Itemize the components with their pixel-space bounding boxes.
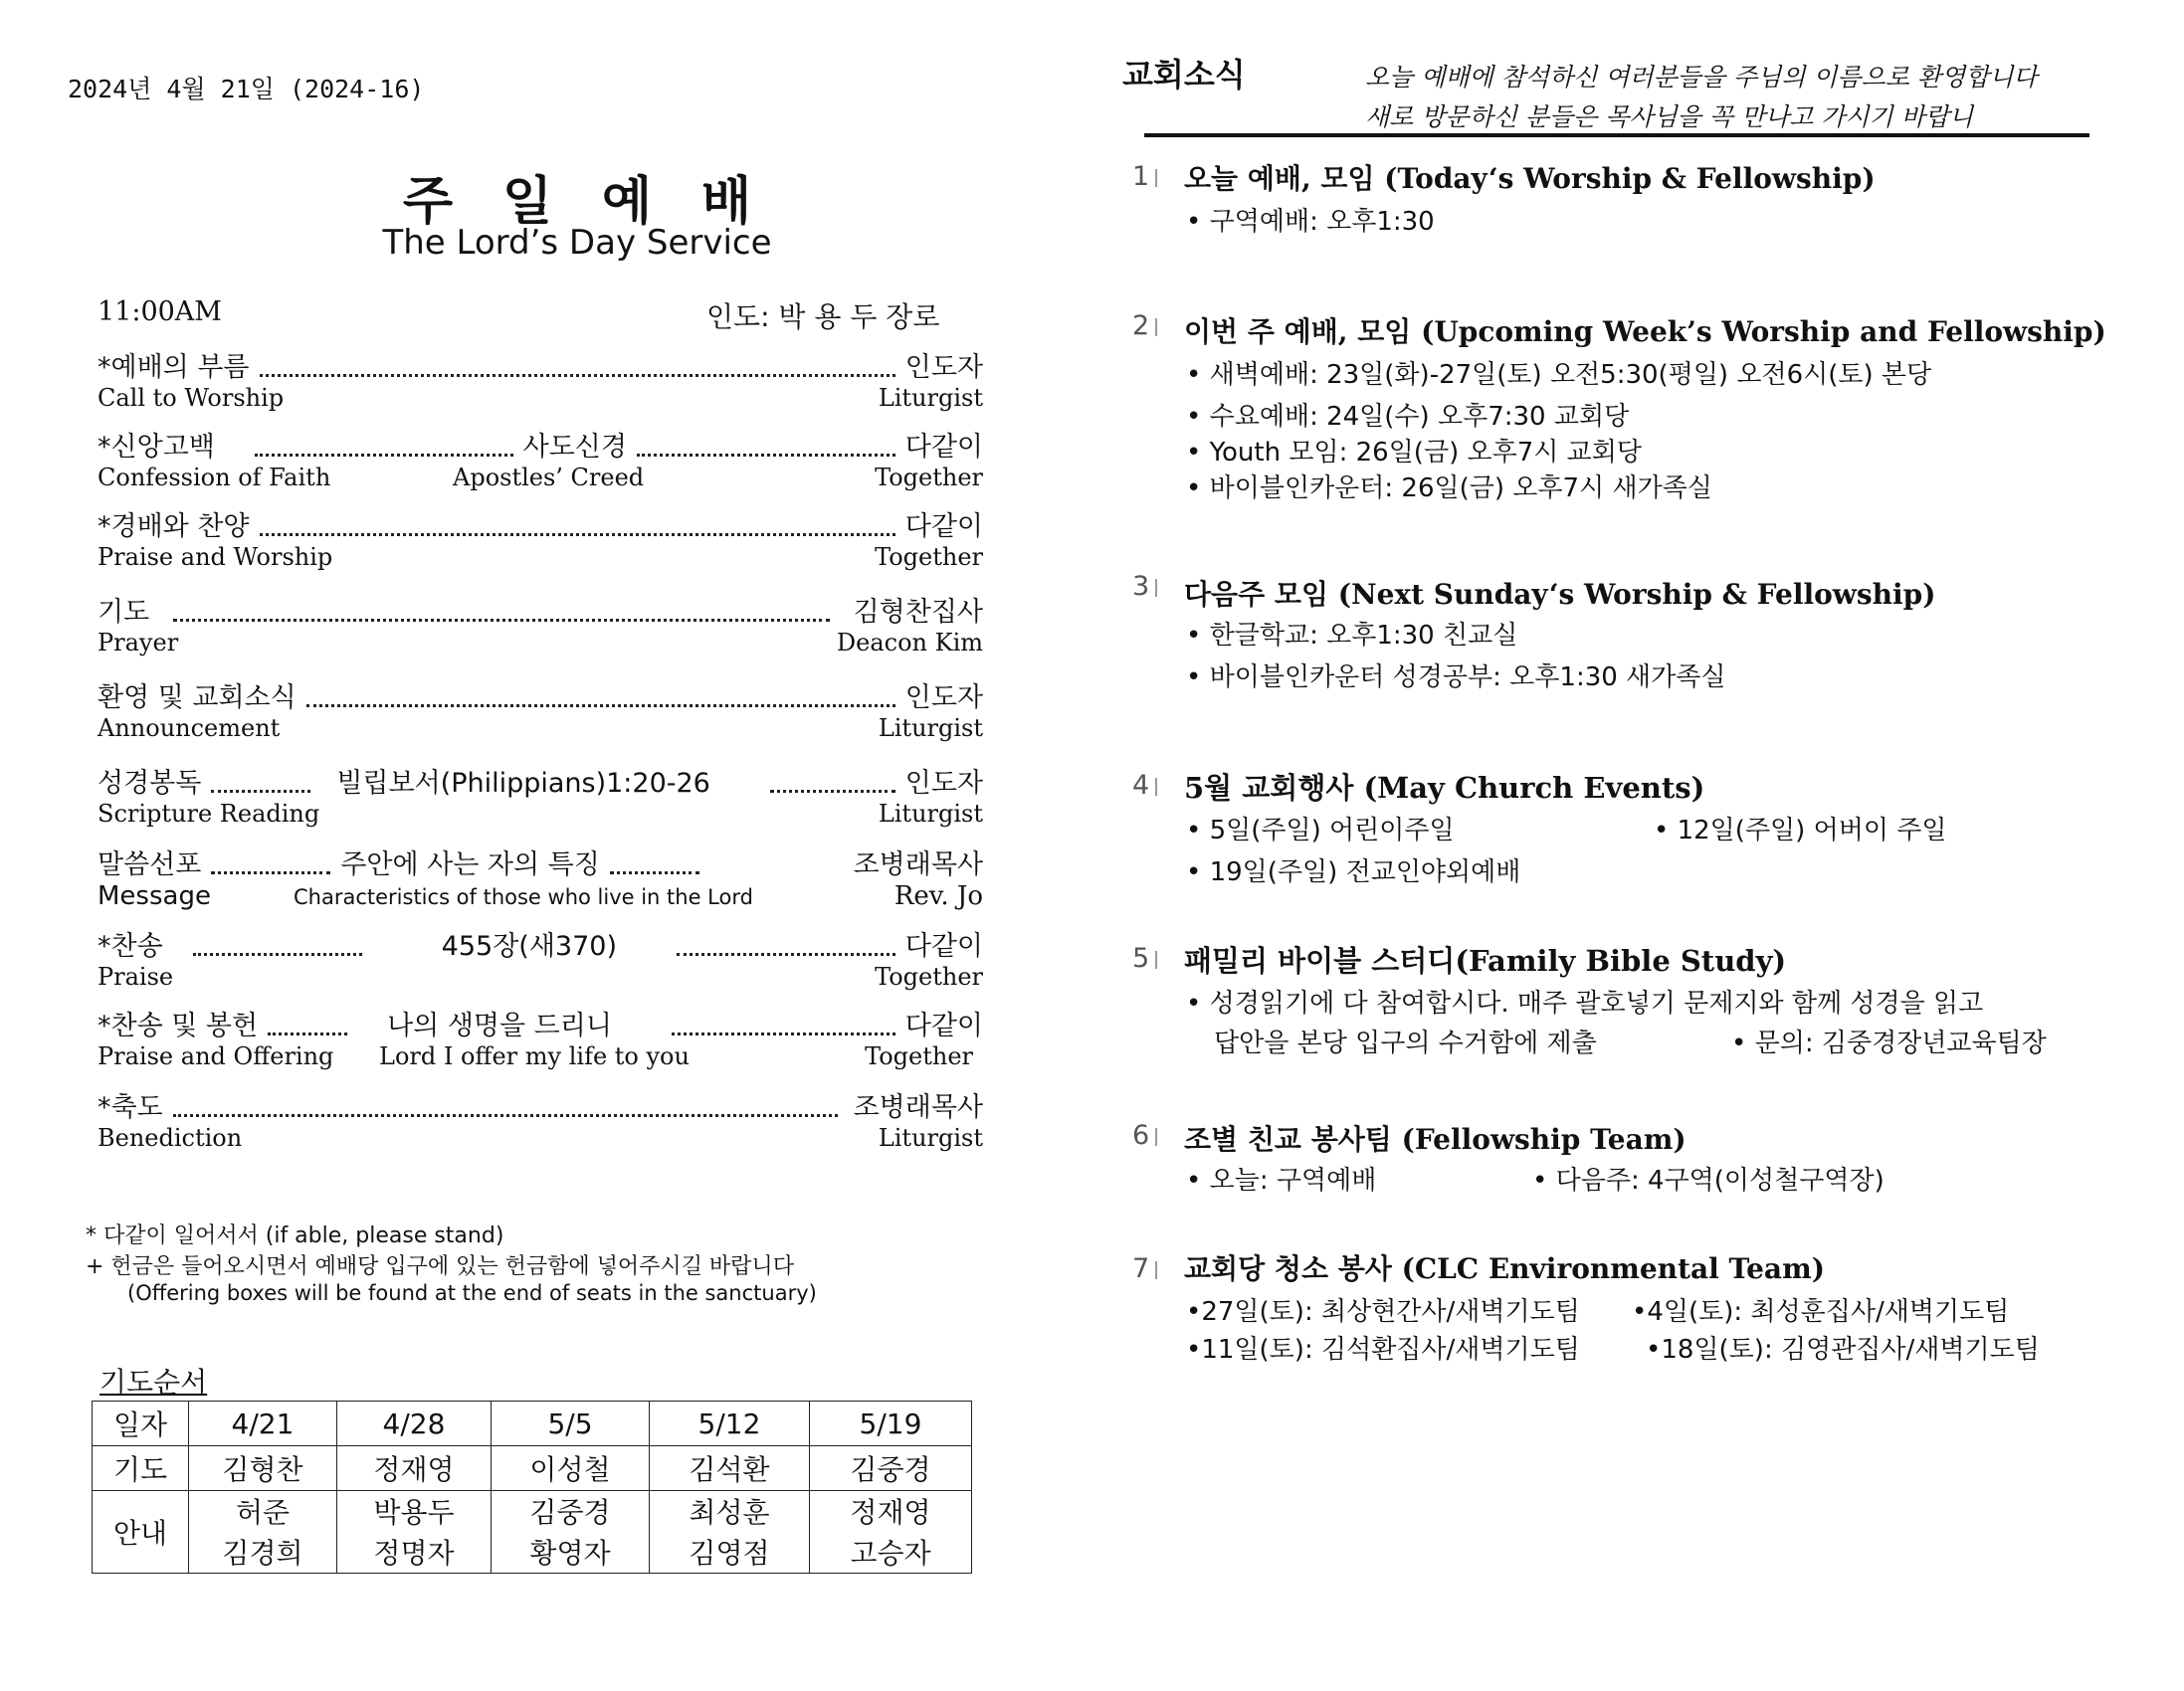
section-title: 다음주 모임 (Next Sunday‘s Worship & Fellowship) [1184,578,1936,611]
order-ko: 말씀선포 [98,849,202,880]
order-ko: *예배의 부름 [98,352,250,383]
order-who-ko: 인도자 [904,352,983,383]
table-cell: 이성철 [492,1446,650,1491]
order-item-praise [98,929,983,991]
table-cell: 고승자 [810,1531,972,1574]
dot-leader [770,790,895,793]
dot-leader [211,790,310,793]
order-who-ko: 인도자 [904,768,983,799]
table-date-cell: 4/28 [337,1402,492,1446]
order-en: Confession of Faith [98,464,331,491]
order-who-ko: 다같이 [904,511,983,542]
order-item-benediction [98,1090,983,1152]
dot-leader [173,1114,838,1117]
order-who-en: Liturgist [878,384,983,412]
list-item: • 12일(주일) 어버이 주일 [1654,816,1947,846]
order-ko: *축도 [98,1092,163,1123]
divider [1144,133,2089,137]
order-who-en: Liturgist [878,1124,983,1152]
order-who-ko: 다같이 [904,931,983,962]
bulletin-date: 2024년 4월 21일 (2024-16) [68,75,425,103]
dot-leader [637,454,895,457]
service-title-english: The Lord’s Day Service [382,223,772,263]
title-char: 배 [700,172,752,232]
service-time: 11:00AM [98,296,222,327]
section-number: 4 [1132,770,1157,801]
table-cell: 최성훈 [650,1491,810,1532]
order-mid: 주안에 사는 자의 특징 [340,849,600,880]
table-cell: 김중경 [492,1491,650,1532]
offering-note: + 헌금은 들어오시면서 예배당 입구에 있는 헌금함에 넣어주시길 바랍니다 [86,1254,794,1279]
list-item: • 19일(주일) 전교인야외예배 [1186,857,1521,887]
table-date-cell: 5/12 [650,1402,810,1446]
section-title: 오늘 예배, 모임 (Today‘s Worship & Fellowship) [1184,162,1876,195]
section-number: 2 [1132,310,1157,341]
order-who-ko: 김형찬집사 [853,597,983,628]
order-en: Benediction [98,1124,243,1152]
order-en: Message [98,881,211,911]
order-who-en: Together [865,1042,973,1070]
list-item: • 오늘: 구역예배 [1186,1166,1377,1196]
table-row [93,1531,972,1574]
welcome-line-2: 새로 방문하신 분들은 목사님을 꼭 만나고 가시기 바랍니 [1365,102,1974,131]
order-ko: 환영 및 교회소식 [98,682,297,713]
order-mid: 사도신경 [522,432,627,463]
order-who-en: Together [875,543,983,571]
section-number: 1 [1132,161,1157,192]
list-item: •11일(토): 김석환집사/새벽기도팀 [1186,1335,1580,1365]
section-number: 3 [1132,571,1157,602]
order-item-scripture [98,766,983,828]
list-item: •4일(토): 최성훈집사/새벽기도팀 [1632,1297,2010,1327]
dot-leader [672,1033,895,1035]
list-item: • 수요예배: 24일(수) 오후7:30 교회당 [1186,402,1630,432]
table-date-cell: 4/21 [189,1402,337,1446]
dot-leader [260,533,895,536]
order-mid: 빌립보서(Philippians)1:20-26 [336,768,710,799]
order-mid-en: Lord I offer my life to you [379,1042,690,1070]
dot-leader [173,619,829,622]
list-item: • Youth 모임: 26일(금) 오후7시 교회당 [1186,438,1642,468]
section-title: 교회당 청소 봉사 (CLC Environmental Team) [1184,1252,1825,1285]
section-number: 5 [1132,943,1157,974]
table-cell: 정재영 [810,1491,972,1532]
order-who-en: Together [875,963,983,991]
order-item-confession [98,430,983,491]
list-item: • 다음주: 4구역(이성철구역장) [1532,1166,1885,1196]
order-item-announcement [98,680,983,742]
dot-leader [306,704,895,707]
order-who-en: Deacon Kim [836,629,983,657]
table-row [93,1491,972,1532]
dot-leader [677,953,895,956]
list-item: • 구역예배: 오후1:30 [1186,207,1435,237]
order-who-ko: 다같이 [904,1011,983,1041]
order-ko: *찬송 및 봉헌 [98,1011,259,1041]
order-item-message [98,847,983,909]
order-mid: 455장(새370) [441,931,617,962]
title-char: 주 [402,172,454,232]
table-cell: 박용두 [337,1491,492,1532]
table-row [93,1446,972,1491]
order-en: Praise and Offering [98,1042,334,1070]
order-mid: 나의 생명을 드리니 [387,1011,612,1041]
order-ko: 성경봉독 [98,768,202,799]
order-ko: *경배와 찬양 [98,511,250,542]
list-item: • 바이블인카운터 성경공부: 오후1:30 새가족실 [1186,662,1726,692]
service-leader: 인도: 박 용 두 장로 [706,300,940,333]
order-en: Scripture Reading [98,800,320,828]
order-en: Prayer [98,629,179,657]
dot-leader [211,871,330,874]
dot-leader [255,454,513,457]
order-ko: 기도 [98,597,150,628]
table-cell: 김중경 [810,1446,972,1491]
order-who-en: Liturgist [878,714,983,742]
list-item: • 바이블인카운터: 26일(금) 오후7시 새가족실 [1186,473,1712,503]
section-number: 7 [1132,1253,1157,1284]
table-cell: 김석환 [650,1446,810,1491]
section-title: 패밀리 바이블 스터디(Family Bible Study) [1184,944,1787,978]
dot-leader [260,374,895,377]
order-item-prayer [98,595,983,657]
list-item: • 성경읽기에 다 참여합시다. 매주 괄호넣기 문제지와 함께 성경을 읽고 [1186,989,1984,1019]
table-date-cell: 5/19 [810,1402,972,1446]
order-en: Praise and Worship [98,543,333,571]
list-item: •18일(토): 김영관집사/새벽기도팀 [1646,1335,2040,1365]
order-who-en: Liturgist [878,800,983,828]
table-header-cell: 기도 [93,1446,189,1491]
church-news-title: 교회소식 [1122,56,1246,94]
order-mid-en: Apostles’ Creed [453,464,645,491]
section-title: 이번 주 예배, 모임 (Upcoming Week’s Worship and Fellowship) [1184,315,2106,348]
table-cell: 김영점 [650,1531,810,1574]
table-header-cell: 일자 [93,1402,189,1446]
section-number: 6 [1132,1120,1157,1151]
section-title: 5월 교회행사 (May Church Events) [1184,771,1705,805]
dot-leader [610,871,699,874]
table-cell: 허준 [189,1491,337,1532]
order-who-ko: 조병래목사 [853,1092,983,1123]
list-item: •27일(토): 최상현간사/새벽기도팀 [1186,1297,1580,1327]
list-item: • 5일(주일) 어린이주일 [1186,816,1455,846]
order-en: Announcement [98,714,281,742]
stand-note: * 다같이 일어서서 (if able, please stand) [86,1223,504,1248]
table-date-cell: 5/5 [492,1402,650,1446]
list-item: • 새벽예배: 23일(화)-27일(토) 오전5:30(평일) 오전6시(토) 본당 [1186,360,1932,390]
table-cell: 김형찬 [189,1446,337,1491]
order-mid-en: Characteristics of those who live in the Lord [294,885,753,909]
order-who-ko: 인도자 [904,682,983,713]
order-item-praise-worship [98,509,983,571]
order-en: Call to Worship [98,384,285,412]
welcome-line-1: 오늘 예배에 참석하신 여러분들을 주님의 이름으로 환영합니다 [1365,63,2038,92]
table-cell: 황영자 [492,1531,650,1574]
order-item-call-to-worship [98,350,983,412]
list-item: 답안을 본당 입구의 수거함에 제출 [1214,1029,1597,1058]
table-header-cell: 안내 [93,1491,189,1574]
order-en: Praise [98,963,174,991]
order-item-offering [98,1009,983,1070]
prayer-schedule-title: 기도순서 [99,1366,208,1399]
order-who-ko: 다같이 [904,432,983,463]
order-who-en: Rev. Jo [893,881,983,911]
title-char: 예 [601,172,653,232]
offering-note-english: (Offering boxes will be found at the end of seats in the sanctuary) [127,1281,817,1305]
table-cell: 정명자 [337,1531,492,1574]
section-title: 조별 친교 봉사팀 (Fellowship Team) [1184,1123,1687,1156]
prayer-schedule-table [92,1401,972,1574]
order-who-ko: 조병래목사 [853,849,983,880]
order-who-en: Together [875,464,983,491]
table-cell: 김경희 [189,1531,337,1574]
dot-leader [268,1033,347,1035]
list-item: • 한글학교: 오후1:30 친교실 [1186,621,1518,651]
dot-leader [193,953,362,956]
list-item: • 문의: 김중경장년교육팀장 [1731,1029,2047,1058]
order-ko: *찬송 [98,931,163,962]
table-cell: 정재영 [337,1446,492,1491]
table-row [93,1402,972,1446]
order-ko: *신앙고백 [98,432,215,463]
title-char: 일 [501,172,553,232]
